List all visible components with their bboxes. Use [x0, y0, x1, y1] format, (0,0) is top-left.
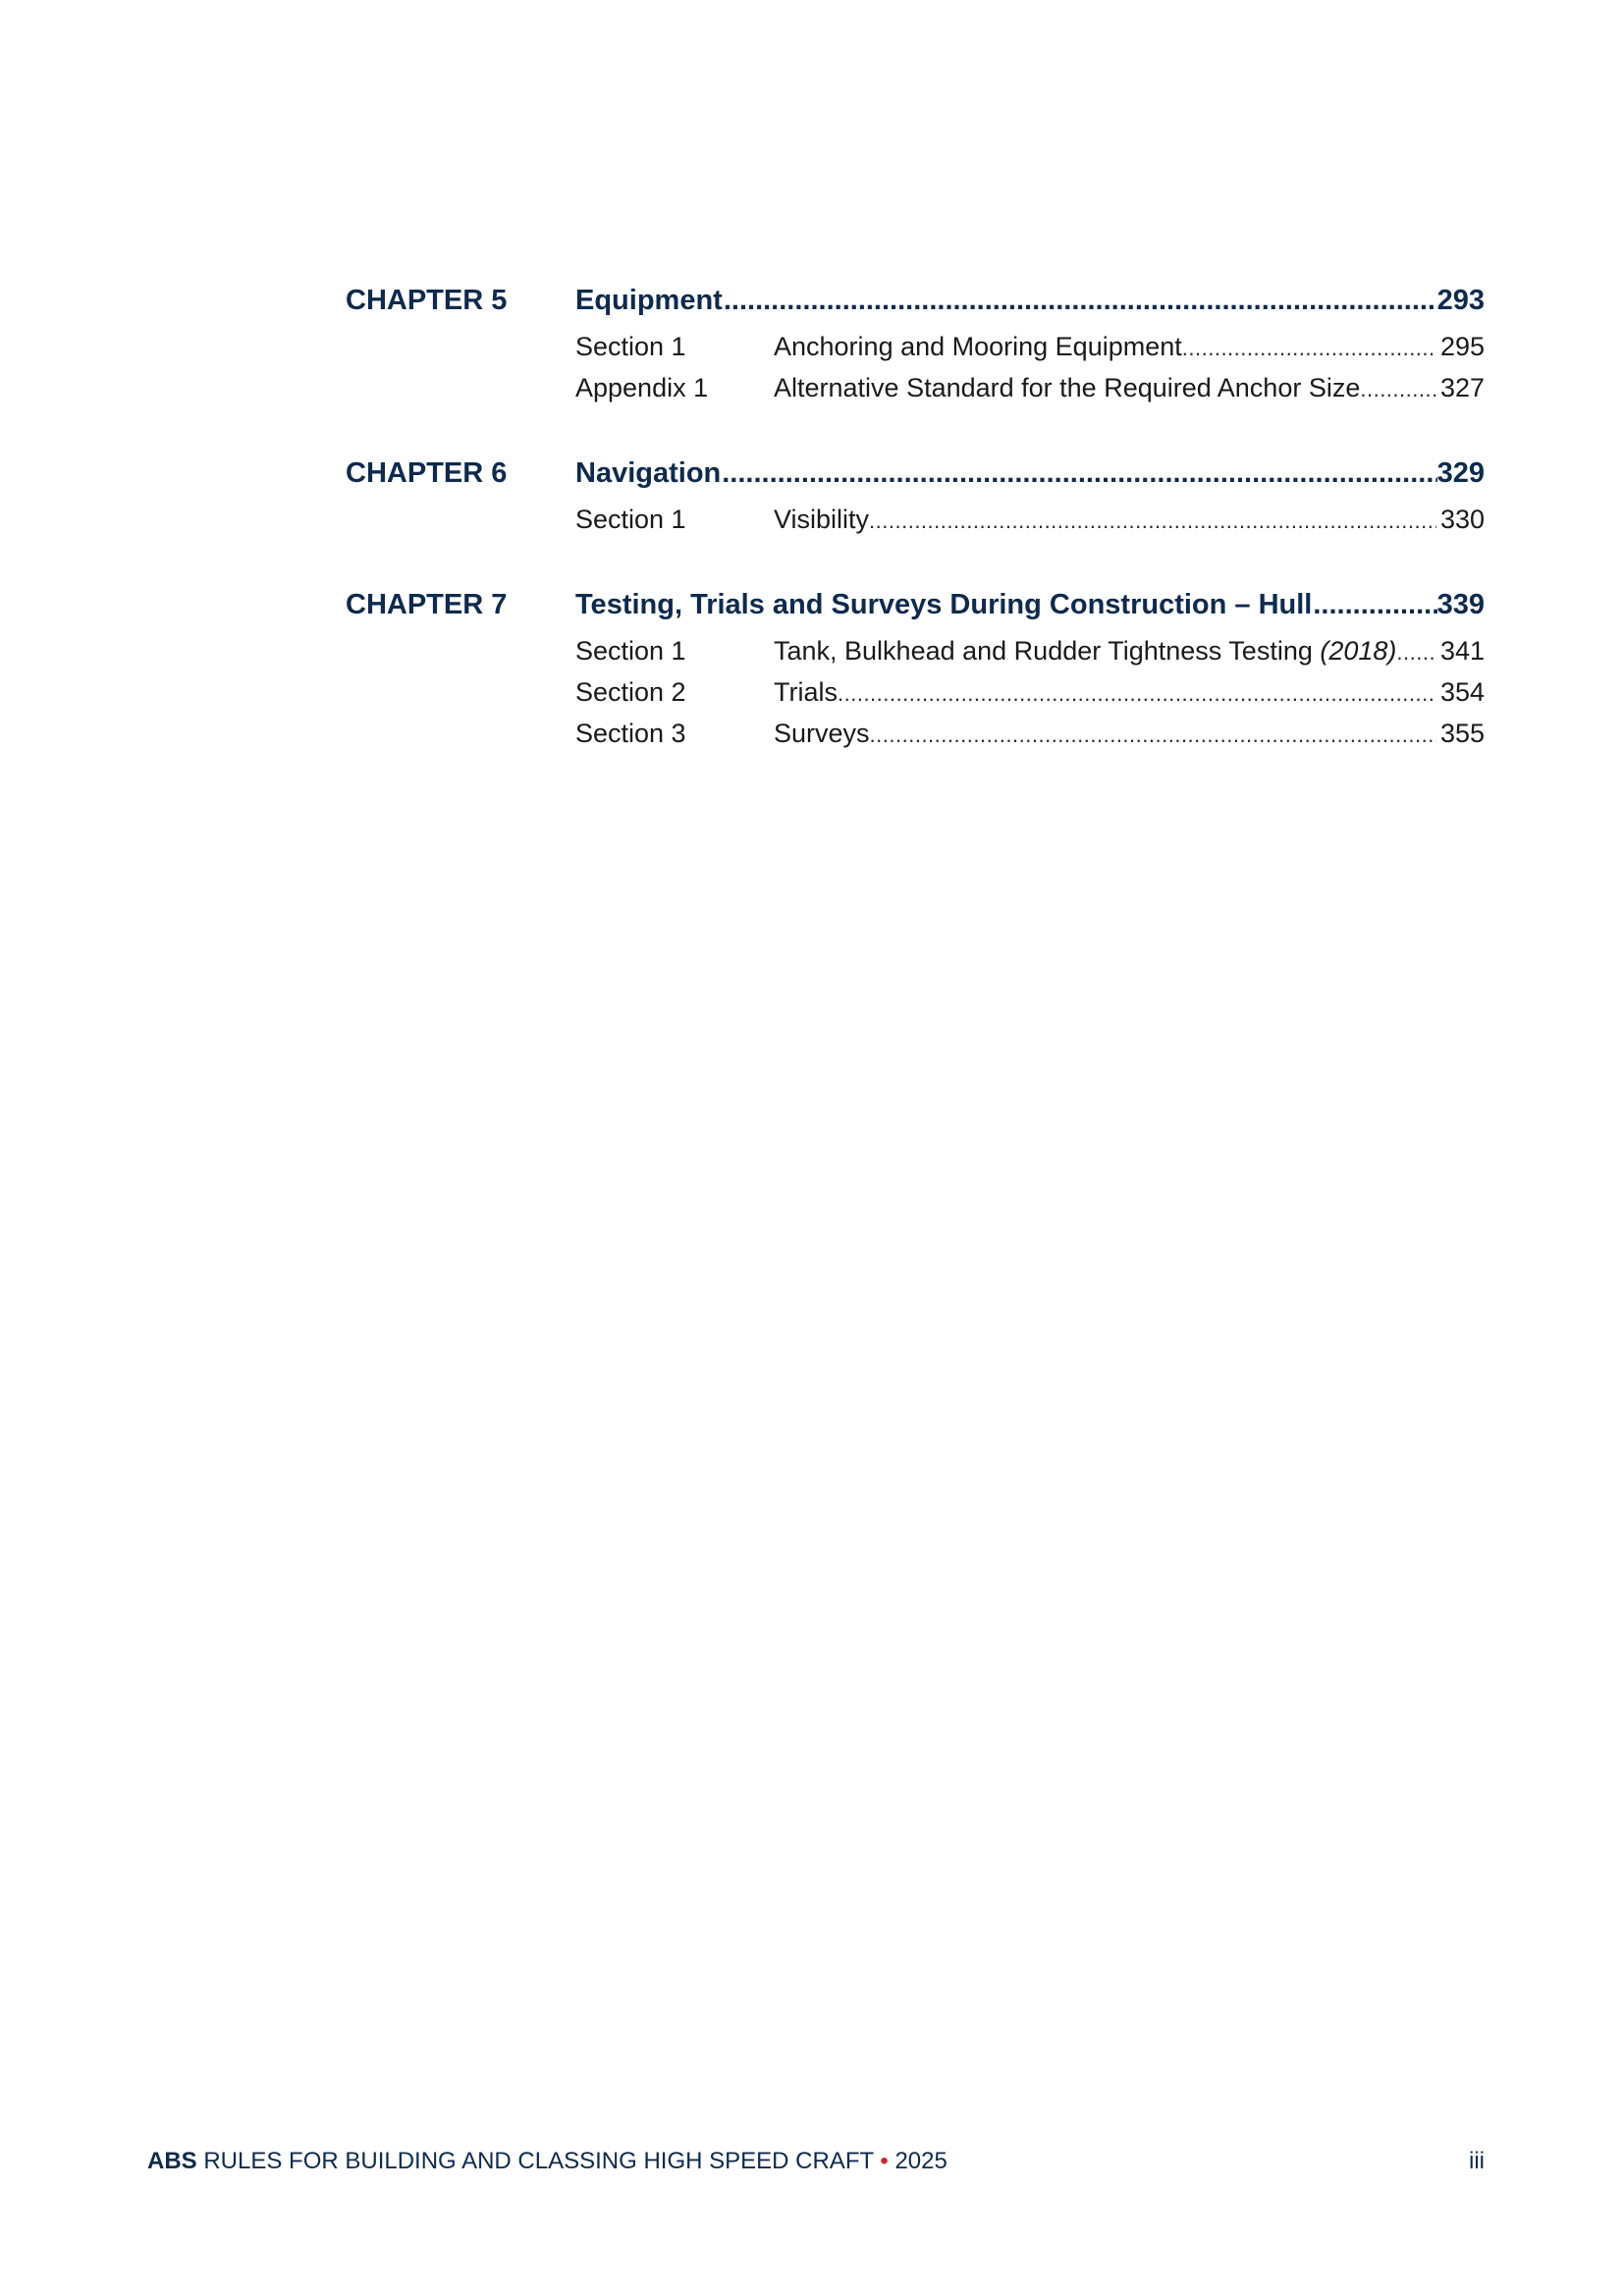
chapter-title: Navigation	[575, 457, 722, 489]
section-title: Alternative Standard for the Required Anchor Size	[774, 373, 1361, 402]
chapter-block	[346, 275, 1485, 408]
section-page-number: 354	[1439, 677, 1485, 707]
section-title: Visibility	[774, 505, 870, 534]
revision-year: (2018)	[1320, 636, 1397, 666]
chapter-page-number: 339	[1436, 589, 1485, 620]
footer-page-number: iii	[1469, 2148, 1485, 2174]
section-label: Section 1	[575, 332, 686, 361]
page-footer	[147, 2148, 1485, 2175]
section-label: Section 1	[575, 636, 686, 666]
toc-section-entry[interactable]	[346, 630, 1485, 671]
section-page-number: 327	[1439, 373, 1485, 402]
toc-chapter-entry[interactable]	[346, 275, 1485, 326]
section-title: Tank, Bulkhead and Rudder Tightness Testing (2018)	[774, 636, 1397, 666]
chapter-block	[346, 579, 1485, 754]
section-title: Trials	[774, 677, 838, 707]
chapter-page-number: 329	[1436, 457, 1485, 489]
dot-leader	[1396, 632, 1436, 673]
section-page-number: 330	[1439, 505, 1485, 534]
table-of-contents	[346, 275, 1485, 793]
section-label: Section 2	[575, 677, 686, 707]
dot-leader	[869, 501, 1436, 542]
chapter-block	[346, 448, 1485, 540]
toc-section-entry[interactable]	[346, 713, 1485, 754]
dot-leader	[1313, 579, 1436, 630]
chapter-label: CHAPTER 5	[346, 285, 508, 316]
toc-section-entry[interactable]	[346, 499, 1485, 540]
section-label: Appendix 1	[575, 373, 709, 402]
footer-rules-title: RULES FOR BUILDING AND CLASSING HIGH SPEED CRAFT	[196, 2148, 881, 2174]
dot-leader	[870, 715, 1436, 756]
footer-year: 2025	[888, 2148, 947, 2174]
bullet-separator: •	[880, 2148, 889, 2174]
section-page-number: 355	[1439, 719, 1485, 748]
section-page-number: 341	[1439, 636, 1485, 666]
dot-leader	[1360, 369, 1436, 410]
chapter-title: Equipment	[575, 285, 723, 316]
chapter-page-number: 293	[1436, 285, 1485, 316]
toc-chapter-entry[interactable]	[346, 579, 1485, 630]
section-label: Section 1	[575, 505, 686, 534]
toc-section-entry[interactable]	[346, 326, 1485, 367]
toc-section-entry[interactable]	[346, 671, 1485, 713]
abs-brand: ABS	[147, 2148, 197, 2174]
toc-section-entry[interactable]	[346, 367, 1485, 408]
toc-chapter-entry[interactable]	[346, 448, 1485, 499]
chapter-label: CHAPTER 6	[346, 457, 508, 489]
section-title: Anchoring and Mooring Equipment	[774, 332, 1182, 361]
section-page-number: 295	[1439, 332, 1485, 361]
dot-leader	[838, 673, 1436, 715]
dot-leader	[722, 448, 1436, 499]
chapter-label: CHAPTER 7	[346, 589, 508, 620]
chapter-title: Testing, Trials and Surveys During Construction – Hull	[575, 589, 1313, 620]
section-title: Surveys	[774, 719, 870, 748]
dot-leader	[724, 275, 1437, 326]
section-label: Section 3	[575, 719, 686, 748]
footer-document-title	[147, 2148, 947, 2175]
dot-leader	[1182, 328, 1436, 369]
